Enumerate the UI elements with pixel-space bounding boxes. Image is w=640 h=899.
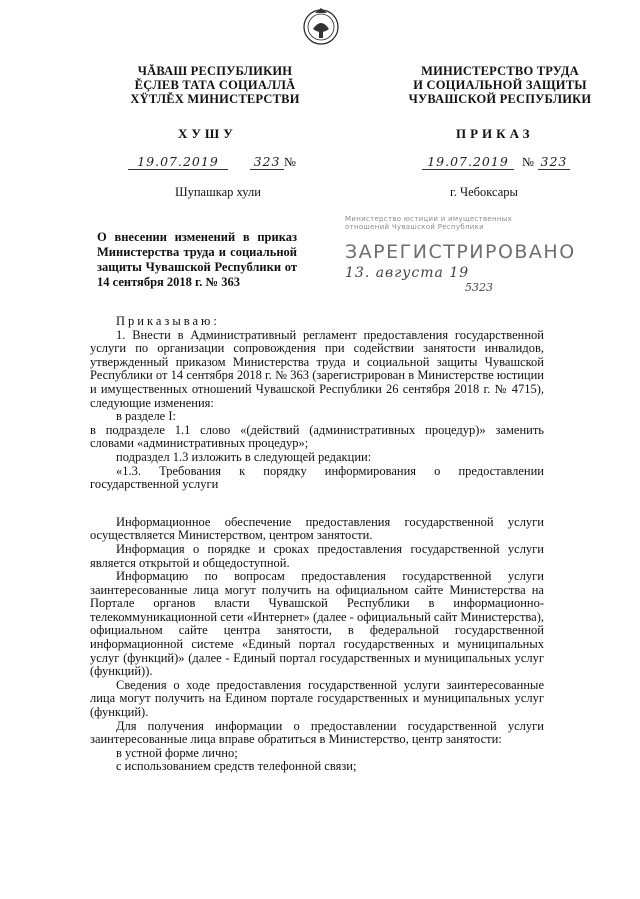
header-right-line-3: ЧУВАШСКОЙ РЕСПУБЛИКИ	[408, 92, 592, 106]
header-right-line-2: И СОЦИАЛЬНОЙ ЗАЩИТЫ	[413, 78, 587, 92]
city-left: Шупашкар хули	[175, 185, 261, 199]
document-body	[90, 315, 544, 774]
stamp-ministry-line-1: Министерство юстиции и имущественных	[345, 215, 513, 223]
paragraph-12: с использованием средств телефонной связи;	[116, 759, 357, 774]
date-right: 19.07.2019	[422, 154, 514, 170]
header-left	[100, 64, 330, 106]
header-left-line-1: ЧĂВАШ РЕСПУБЛИКИН	[137, 64, 293, 78]
paragraph-6: Информационное обеспечение предоставления государственной услуги осуществляется Министерством, центром занятости.	[90, 514, 544, 543]
doc-type-left: ХУШУ	[178, 126, 237, 141]
document-subject: О внесении изменений в приказ Министерства труда и социальной защиты Чувашской Республики от 14 сентября 2018 г. № 363	[97, 230, 297, 289]
number-right: 323	[538, 154, 570, 170]
header-left-line-2: ĔÇЛЕВ ТАТА СОЦИАЛЛĂ	[134, 78, 296, 92]
coat-of-arms-emblem	[300, 5, 342, 47]
paragraph-1: 1. Внести в Административный регламент предоставления государственной услуги по организации сопровождения при содействии занятости инвалидов, утвержденный приказом Министерства труда и социальной защиты Чувашской Республики от 14 сентября 2018 г. № 363 (зарегистрирован в Министерстве юстиции и имущественных отношений Чувашской Республики 26 сентября 2018 г. № 4715), следующие изменения:	[90, 327, 544, 410]
header-left-line-3: ХŸТЛĔХ МИНИСТЕРСТВИ	[130, 92, 300, 106]
city-right: г. Чебоксары	[450, 185, 518, 199]
stamp-ministry-line-2: отношений Чувашской Республики	[345, 223, 484, 231]
order-word: Приказываю:	[116, 314, 220, 328]
number-sign-right: №	[522, 155, 534, 169]
header-right	[400, 64, 600, 106]
paragraph-4: подраздел 1.3 изложить в следующей редакции:	[116, 449, 372, 464]
paragraph-11: в устной форме лично;	[116, 745, 238, 760]
header-right-line-1: МИНИСТЕРСТВО ТРУДА	[421, 64, 579, 78]
paragraph-9: Сведения о ходе предоставления государственной услуги заинтересованные лица могут получить на Едином портале государственных и муниципальных услуг (функций).	[90, 677, 544, 720]
stamp-number: 5323	[465, 281, 493, 294]
paragraph-3: в подразделе 1.1 слово «(действий (административных процедур)» заменить словами «административных процедур»;	[90, 422, 544, 451]
paragraph-10: Для получения информации о предоставлении государственной услуги заинтересованные лица вправе обратиться в Министерство, центр занятости:	[90, 718, 544, 747]
number-sign-left: №	[284, 155, 296, 169]
date-number-right	[422, 153, 592, 171]
paragraph-2: в разделе I:	[116, 409, 176, 424]
paragraph-8: Информацию по вопросам предоставления государственной услуги заинтересованные лица могут получить на официальном сайте Министерства на Портале органов власти Чувашской Республики в информационно-телекоммуникационной сети «Интернет» (далее - официальный сайт Министерства), официальном сайте центра занятости, в федеральной государственной информационной системе «Единый портал государственных и муниципальных услуг (функций)» (далее - Единый портал государственных и муниципальных услуг (функций)).	[90, 569, 544, 679]
number-left: 323	[250, 154, 284, 170]
paragraph-5: «1.3. Требования к порядку информирования о предоставлении государственной услуги	[90, 463, 544, 492]
date-number-left	[128, 153, 318, 171]
registration-stamp	[345, 215, 576, 315]
paragraph-7: Информация о порядке и сроках предоставления государственной услуги является открытой и общедоступной.	[90, 541, 544, 570]
stamp-date: 13. августа 19	[345, 265, 470, 281]
date-left: 19.07.2019	[128, 154, 228, 170]
doc-type-right: ПРИКАЗ	[456, 126, 534, 141]
stamp-registered: ЗАРЕГИСТРИРОВАНО	[345, 241, 576, 263]
